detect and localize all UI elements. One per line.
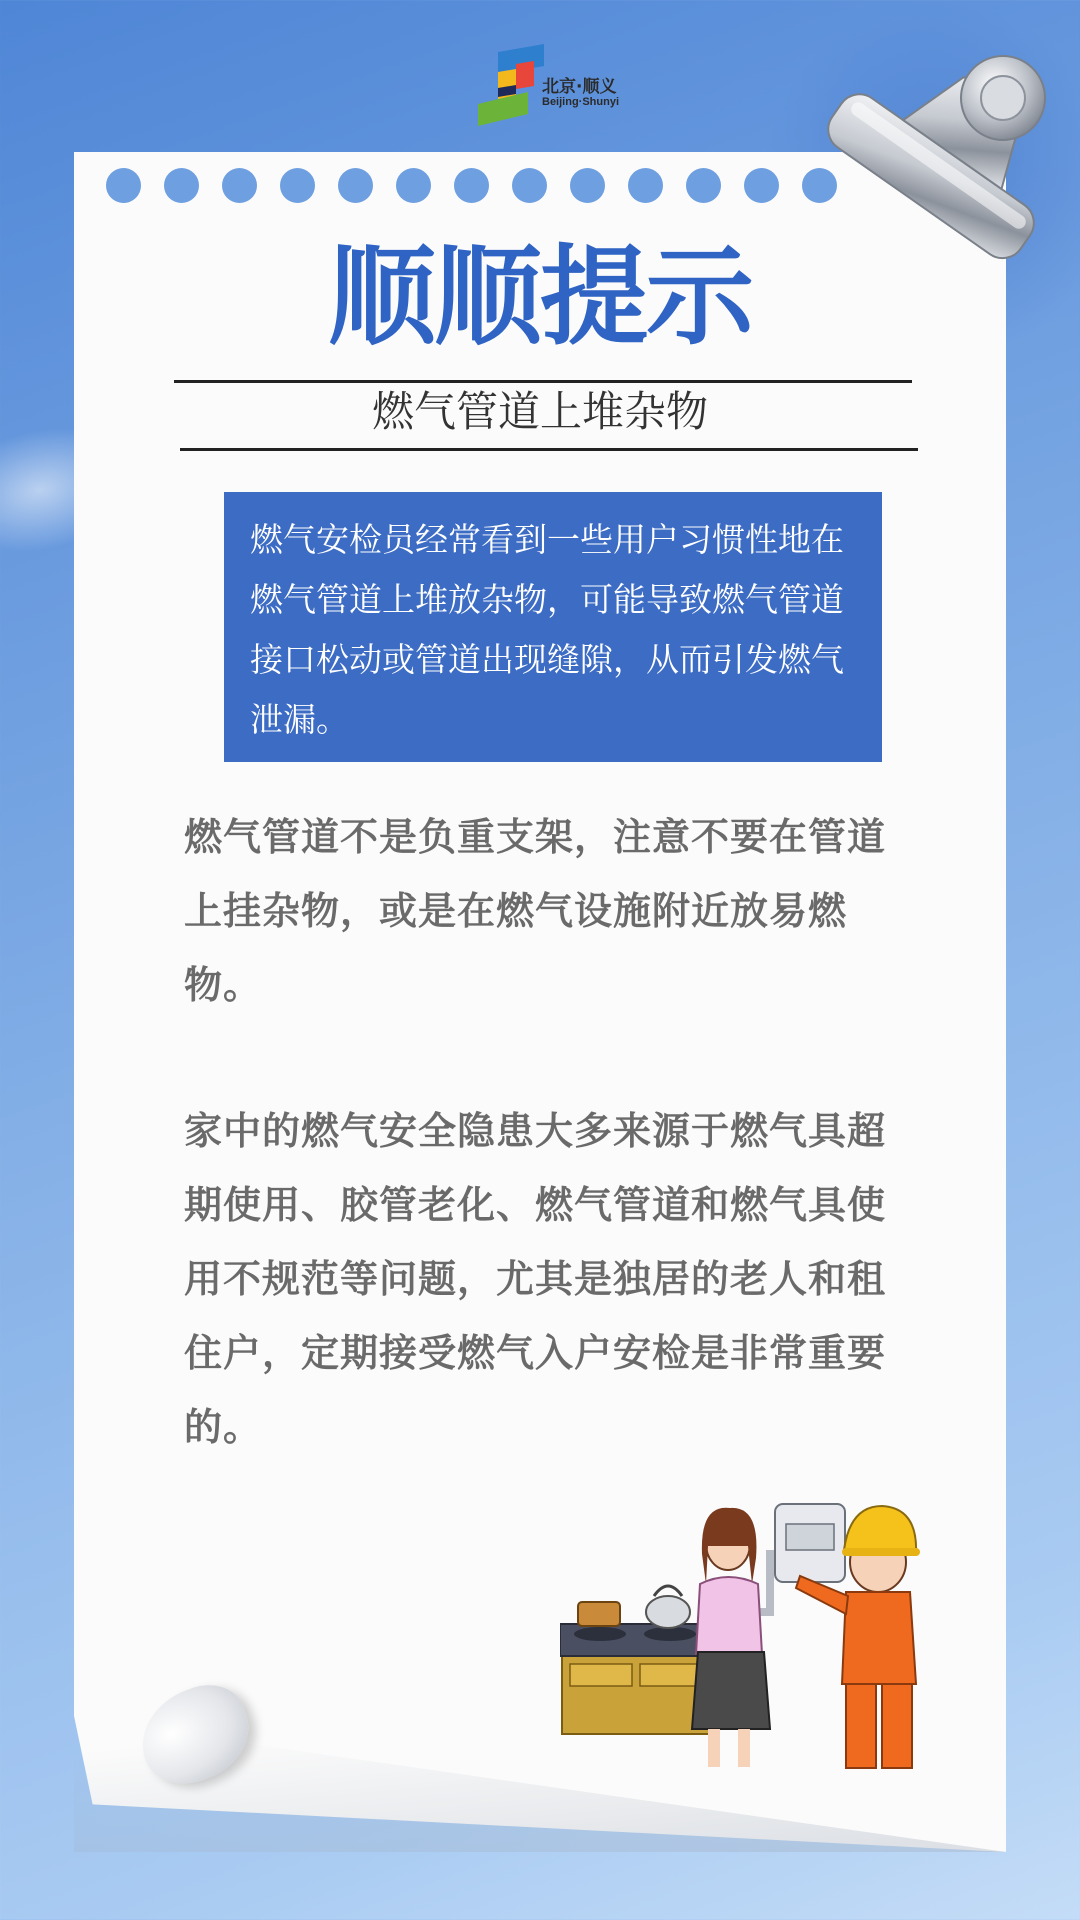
body-paragraph-2: 家中的燃气安全隐患大多来源于燃气具超期使用、胶管老化、燃气管道和燃气具使用不规范等问题，尤其是独居的老人和租住户，定期接受燃气入户安检是非常重要的。 <box>184 1109 887 1449</box>
binder-hole <box>164 168 199 203</box>
binder-hole <box>222 168 257 203</box>
binder-holes <box>106 168 866 206</box>
callout-text: 燃气安检员经常看到一些用户习惯性地在燃气管道上堆放杂物，可能导致燃气管道接口松动或管道出现缝隙，从而引发燃气泄漏。 <box>250 520 844 739</box>
binder-hole <box>628 168 663 203</box>
binder-hole <box>106 168 141 203</box>
title-rule-bottom <box>180 448 918 451</box>
logo-s-mark-icon <box>476 44 546 136</box>
subtitle: 燃气管道上堆杂物 <box>371 387 708 436</box>
binder-hole <box>338 168 373 203</box>
binder-hole <box>396 168 431 203</box>
logo-english-text: Beijing·Shunyi <box>542 96 619 108</box>
body-paragraph-1: 燃气管道不是负重支架，注意不要在管道上挂杂物，或是在燃气设施附近放易燃物。 <box>184 815 887 1007</box>
binder-hole <box>686 168 721 203</box>
gas-safety-illustration <box>560 1484 940 1774</box>
binder-hole <box>744 168 779 203</box>
binder-hole <box>512 168 547 203</box>
logo-chinese-text: 北京·顺义 <box>542 77 617 97</box>
binder-hole <box>570 168 605 203</box>
title-rule-top <box>174 380 912 383</box>
beijing-shunyi-logo <box>476 44 626 136</box>
page-title: 顺顺提示 <box>327 235 752 360</box>
binder-hole <box>280 168 315 203</box>
callout-box <box>224 492 882 762</box>
binder-hole <box>454 168 489 203</box>
